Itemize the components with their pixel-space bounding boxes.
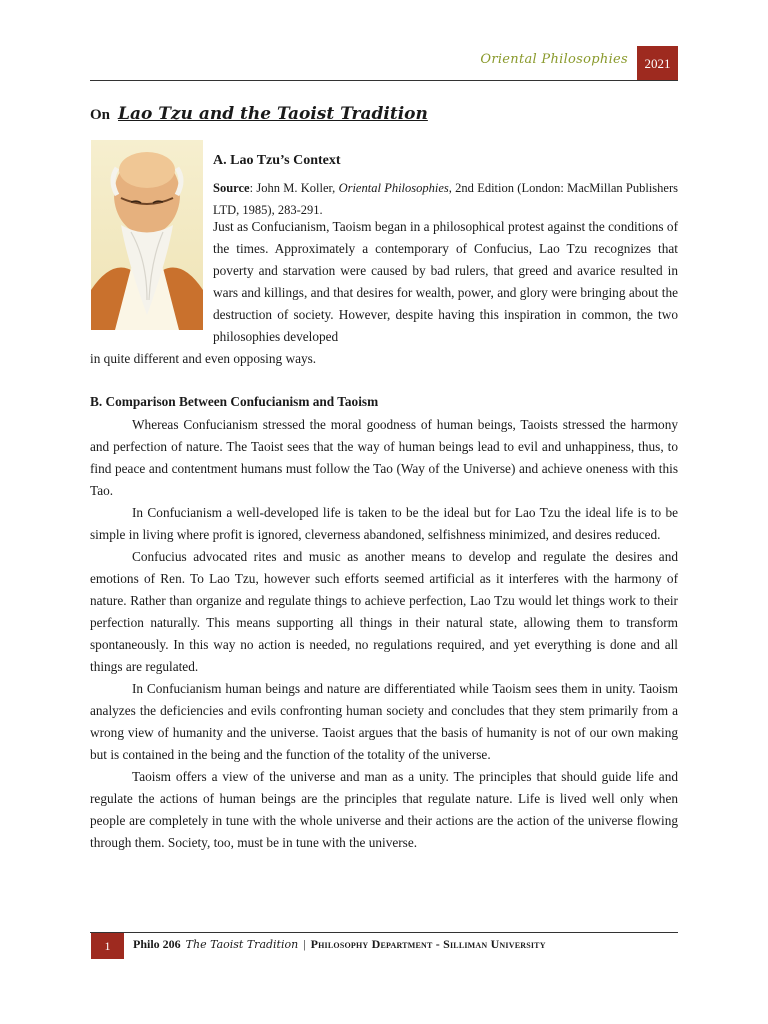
source-author: : John M. Koller, bbox=[249, 181, 339, 195]
section-b-paragraph: Whereas Confucianism stressed the moral goodness of human beings, Taoists stressed the harmony and perfection of nature. The Taoist sees that the way of human beings lead to evil and unhappiness, thus, to find peace and contentment humans must follow the Tao (Way of the Universe) and achieve oneness with this Tao. bbox=[90, 417, 678, 498]
footer-separator: | bbox=[303, 937, 306, 951]
footer-page-number: 1 bbox=[91, 933, 124, 959]
section-b-paragraph: Confucius advocated rites and music as another means to develop and regulate the desires and emotions of Ren. To Lao Tzu, however such efforts seemed artificial as it interferes with the harmony of nature. Rather than organize and regulate things to achieve perfection, Lao Tzu would let things work to their perfection naturally. This means supporting all things in their natural state, allowing them to transform spontaneously. In this way no action is needed, no regulations required, and yet everything is done and all things are regulated. bbox=[90, 549, 678, 674]
source-citation bbox=[213, 177, 678, 221]
footer-department: Philosophy Department - Silliman University bbox=[310, 937, 546, 951]
lao-tzu-portrait-image bbox=[91, 140, 203, 330]
title-prefix: On bbox=[90, 107, 111, 123]
source-book-title: Oriental Philosophies bbox=[338, 181, 449, 195]
footer bbox=[133, 937, 546, 952]
section-b-paragraph: In Confucianism human beings and nature are differentiated while Taoism sees them in unity. Taoism analyzes the deficiencies and evils confronting human society and concludes that they stem primarily from a wrong view of humanity and the universe. Taoist argues that the basis of humanity is not of our own making but is contained in the being and the function of the totality of the universe. bbox=[90, 681, 678, 762]
portrait-illustration bbox=[91, 140, 203, 330]
section-b-paragraph: Taoism offers a view of the universe and man as a unity. The principles that should guide life and regulate the actions of human beings are the principles that regulate nature. Life is lived well only when people are completely in tune with the whole universe and their actions are the action of the universe flowing through them. Society, too, must be in tune with the universe. bbox=[90, 769, 678, 850]
header-divider bbox=[90, 80, 678, 81]
footer-course-code: Philo 206 bbox=[133, 937, 181, 951]
section-b-body bbox=[90, 414, 678, 854]
footer-doc-title: The Taoist Tradition bbox=[185, 938, 299, 951]
document-title bbox=[90, 104, 428, 124]
header-year-badge: 2021 bbox=[637, 46, 678, 81]
footer-divider bbox=[90, 932, 678, 933]
section-a-paragraph: Just as Confucianism, Taoism began in a philosophical protest against the conditions of the times. Approximately a contemporary of Confucius, Lao Tzu recognizes that poverty and starvation were caused by bad rulers, that greed and avarice resulted in wars and killings, and that desires for wealth, power, and glory were bringing about the destruction of society. However, despite having this inspiration in common, the two philosophies developed bbox=[213, 219, 678, 344]
section-a-paragraph-tail: in quite different and even opposing ways. bbox=[90, 351, 317, 366]
section-a-heading: A. Lao Tzu’s Context bbox=[213, 153, 341, 168]
section-b-heading: B. Comparison Between Confucianism and Taoism bbox=[90, 394, 379, 409]
title-main: Lao Tzu and the Taoist Tradition bbox=[118, 104, 428, 124]
section-b-paragraph: In Confucianism a well-developed life is taken to be the ideal but for Lao Tzu the ideal life is to be simple in living where profit is ignored, cleverness abandoned, selfishness minimized, and desires reduced. bbox=[90, 505, 678, 542]
source-details: , 2nd Edition (London: MacMillan Publishers LTD, 1985), 283-291. bbox=[213, 181, 678, 217]
header-course-title: Oriental Philosophies bbox=[480, 52, 628, 67]
source-label: Source bbox=[213, 181, 250, 195]
